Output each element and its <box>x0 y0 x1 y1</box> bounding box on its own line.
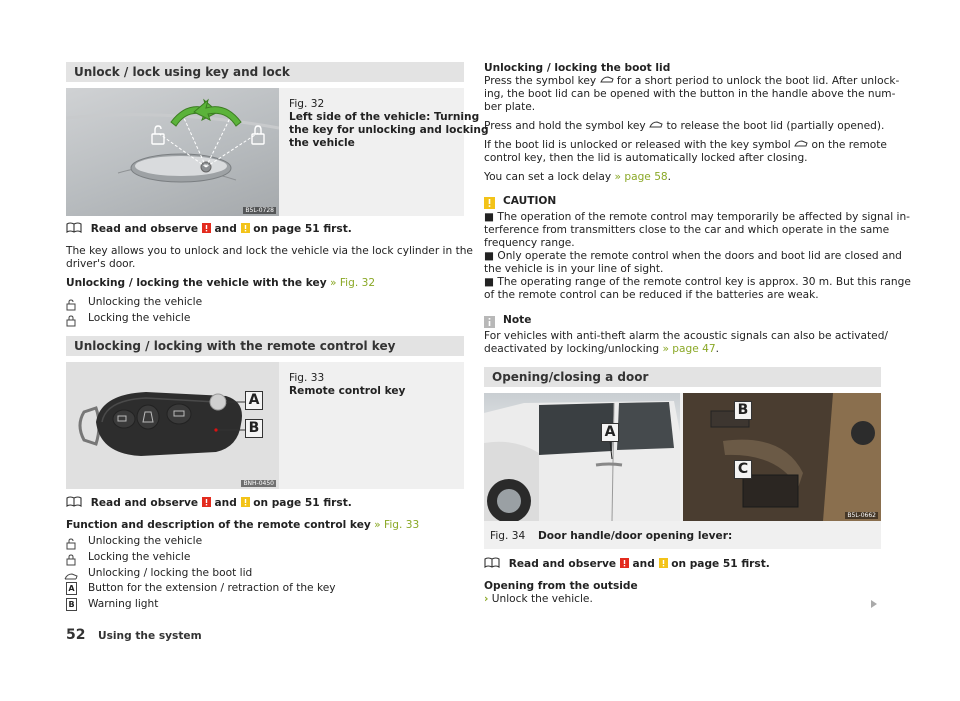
lock-icon <box>66 312 76 331</box>
caution-text: frequency range. <box>484 237 575 249</box>
body-text: Press and hold the symbol key to release the boot lid (partially opened). <box>484 120 885 132</box>
caution-yellow-icon <box>241 223 250 233</box>
boot-lid-icon <box>649 121 663 129</box>
caution-text: ■ The operation of the remote control may temporarily be affected by signal in- <box>484 211 910 223</box>
caution-title: CAUTION <box>503 195 557 207</box>
page-number: 52 <box>66 627 86 643</box>
callout-b: B <box>734 401 752 420</box>
figure-number: Fig. 32 <box>289 98 325 110</box>
read-and-observe: Read and observe and on page 51 first. <box>66 222 352 236</box>
image-code: BNH-0450 <box>243 480 274 487</box>
section-title-opening-door: Opening/closing a door <box>484 367 881 387</box>
figure-33 <box>66 362 464 489</box>
car-door-illustration <box>484 393 680 521</box>
figure-caption: Door handle/door opening lever: <box>537 530 733 542</box>
book-icon <box>66 496 82 507</box>
read-and-observe: Read and observe and on page 51 first. <box>484 557 770 571</box>
remote-key-photo <box>66 362 279 489</box>
read-and-observe: Read and observe and on page 51 first. <box>66 496 352 510</box>
chevron-right-icon: › <box>484 593 489 605</box>
caution-text: ■ Only operate the remote control when the doors and boot lid are closed and <box>484 250 902 262</box>
page-link[interactable]: » page 58 <box>614 171 668 183</box>
door-interior-illustration <box>683 393 881 521</box>
figure-number: Fig. 34 <box>490 530 526 542</box>
warning-red-icon <box>202 223 211 233</box>
boot-lid-icon <box>794 140 808 148</box>
subheading: Function and description of the remote control key » Fig. 33 <box>66 519 420 531</box>
figure-32 <box>66 88 489 216</box>
body-text: The key allows you to unlock and lock the vehicle via the lock cylinder in the <box>66 245 473 257</box>
body-text: control key, then the lid is automatically locked after closing. <box>484 152 808 164</box>
callout-b: B <box>245 419 263 438</box>
callout-a: A <box>245 391 263 410</box>
section-title-key-and-lock: Unlock / lock using key and lock <box>66 62 464 82</box>
section-title-remote-control: Unlocking / locking with the remote control key <box>66 336 464 356</box>
caution-text: ■ The operating range of the remote control key is approx. 30 m. But this range <box>484 276 911 288</box>
continue-arrow-icon <box>870 594 878 613</box>
caution-yellow-icon <box>241 497 250 507</box>
callout-c: C <box>734 460 752 479</box>
boot-lid-icon <box>600 76 614 84</box>
body-text: driver's door. <box>66 258 136 270</box>
door-handle-illustration <box>66 88 279 216</box>
door-handle-photo <box>66 88 279 216</box>
car-door-photo <box>484 393 680 521</box>
figure-number: Fig. 33 <box>289 372 325 384</box>
item-letter-a: A <box>66 582 77 595</box>
body-text: You can set a lock delay » page 58. <box>484 171 672 183</box>
figure-link[interactable]: » Fig. 33 <box>374 519 420 531</box>
list-item: Button for the extension / retraction of the key <box>88 582 336 594</box>
list-item: Locking the vehicle <box>88 312 191 324</box>
list-item: Unlocking the vehicle <box>88 535 203 547</box>
page-link[interactable]: » page 47 <box>662 343 716 355</box>
list-item: Warning light <box>88 598 159 610</box>
boot-lid-heading: Unlocking / locking the boot lid <box>484 62 671 74</box>
step-item: › Unlock the vehicle. <box>484 593 593 605</box>
body-text: ing, the boot lid can be opened with the button in the handle above the num- <box>484 88 896 100</box>
list-item: Locking the vehicle <box>88 551 191 563</box>
body-text: Press the symbol key for a short period to unlock the boot lid. After unlock- <box>484 75 900 87</box>
note-title: Note <box>503 314 532 326</box>
subheading: Unlocking / locking the vehicle with the key » Fig. 32 <box>66 277 376 289</box>
warning-red-icon <box>620 558 629 568</box>
caution-yellow-icon <box>659 558 668 568</box>
figure-caption-line: the key for unlocking and locking <box>289 124 489 136</box>
caution-text: of the remote control can be reduced if the batteries are weak. <box>484 289 819 301</box>
image-code: B5L-0728 <box>245 207 274 214</box>
figure-caption-line: the vehicle <box>289 137 355 149</box>
figure-caption: Remote control key <box>289 385 406 397</box>
figure-caption-row <box>490 530 732 543</box>
item-letter-b: B <box>66 598 77 611</box>
image-code: B5L-0662 <box>847 512 876 519</box>
body-text: If the boot lid is unlocked or released with the key symbol on the remote <box>484 139 887 151</box>
note-text: deactivated by locking/unlocking » page 47. <box>484 343 719 355</box>
book-icon <box>66 222 82 233</box>
figure-34 <box>484 393 881 549</box>
door-interior-photo <box>683 393 881 521</box>
figure-link[interactable]: » Fig. 32 <box>330 277 376 289</box>
caution-text: the vehicle is in your line of sight. <box>484 263 664 275</box>
footer-section: Using the system <box>98 630 202 642</box>
warning-red-icon <box>202 497 211 507</box>
list-item: Unlocking / locking the boot lid <box>88 567 253 579</box>
subheading: Opening from the outside <box>484 580 638 592</box>
note-text: For vehicles with anti-theft alarm the acoustic signals can also be activated/ <box>484 330 888 342</box>
body-text: ber plate. <box>484 101 536 113</box>
list-item: Unlocking the vehicle <box>88 296 203 308</box>
callout-a: A <box>601 423 619 442</box>
caution-text: terference from transmitters close to the car and which operate in the same <box>484 224 890 236</box>
figure-caption-line: Left side of the vehicle: Turning <box>289 111 480 123</box>
book-icon <box>484 557 500 568</box>
